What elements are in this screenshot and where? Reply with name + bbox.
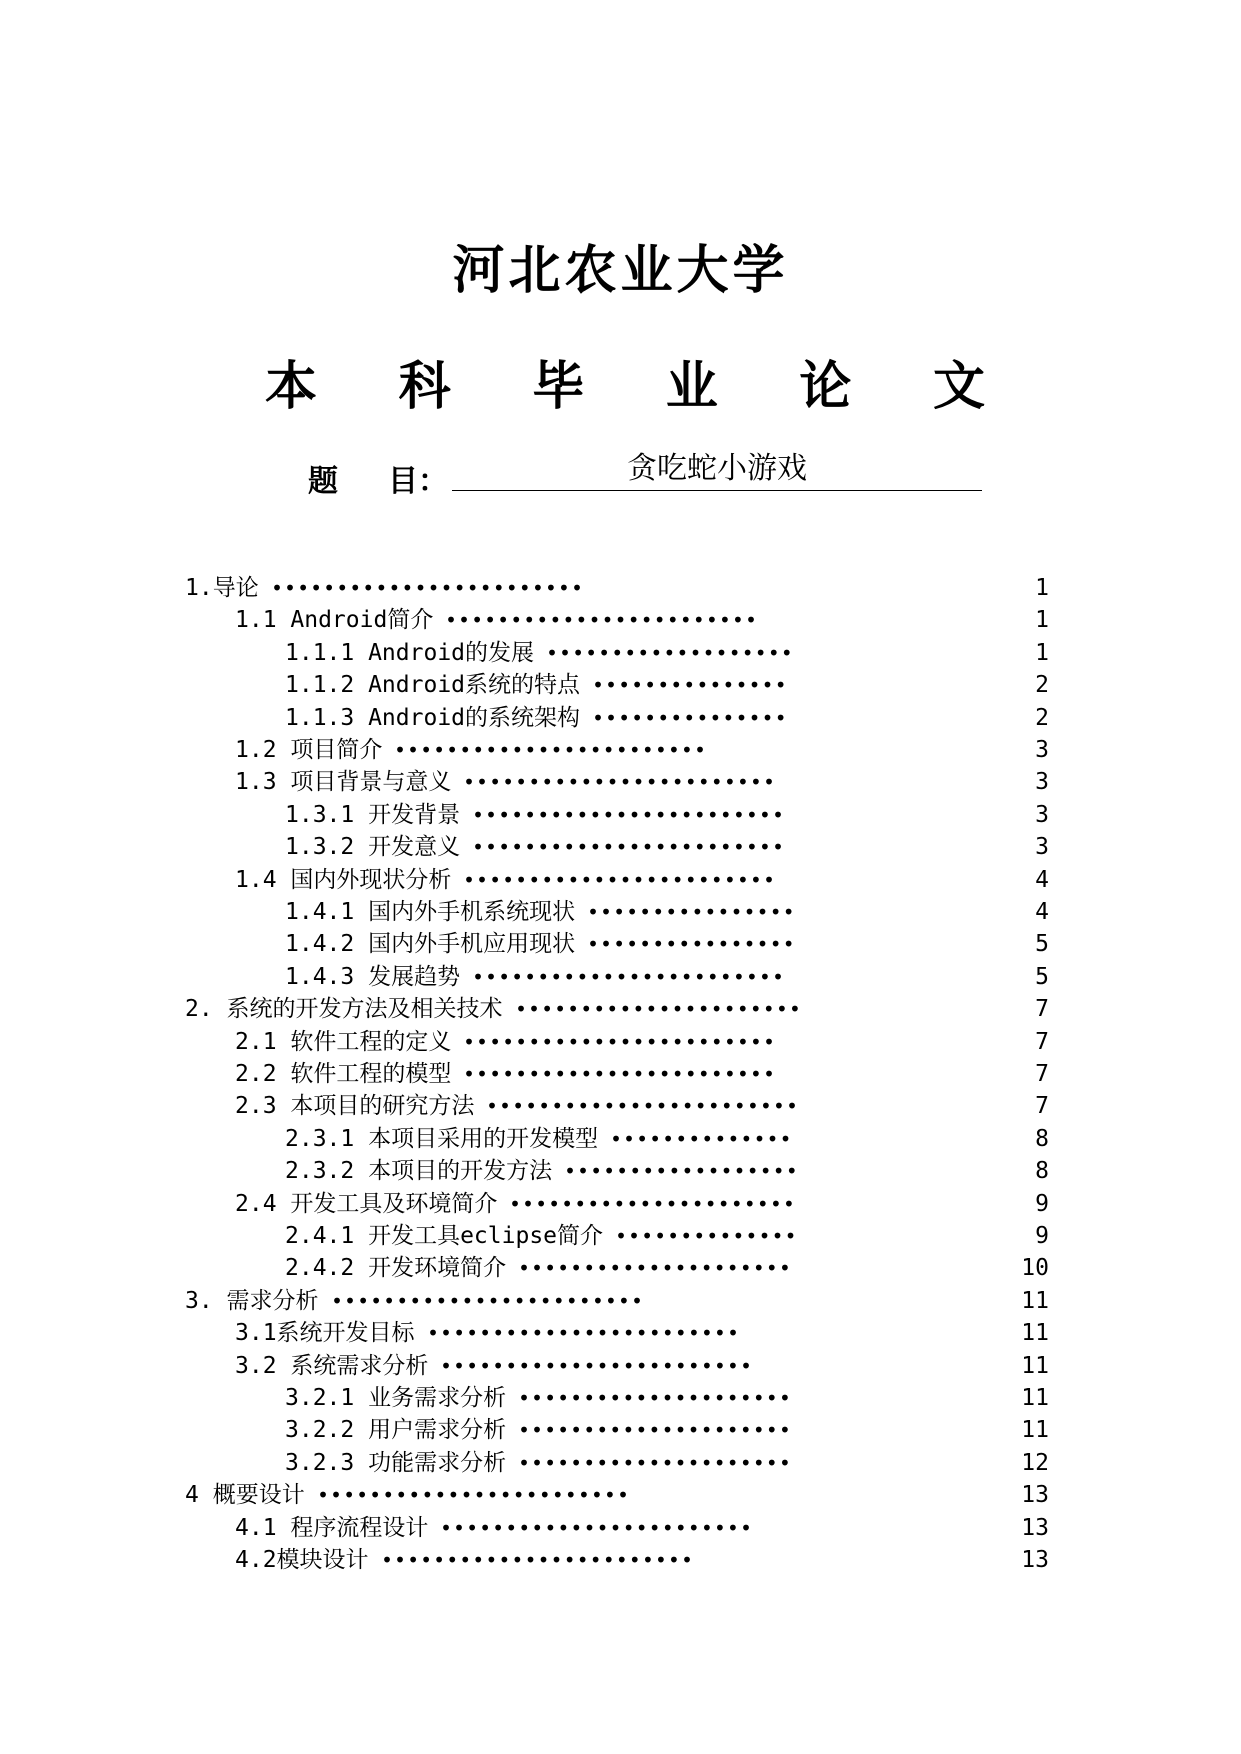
toc-entry-page: 11: [1021, 1352, 1049, 1379]
toc-entry-page: 7: [1035, 1061, 1049, 1087]
toc-dot-leader: ••••••••••••••: [610, 1126, 793, 1151]
toc-entry-page: 1: [1035, 639, 1049, 666]
toc-entry[interactable]: [0, 1382, 1241, 1414]
toc-dot-leader: ••••••••••••••••••••••••: [463, 770, 776, 795]
toc-entry[interactable]: [0, 702, 1241, 734]
toc-entry-page: 5: [1035, 931, 1049, 958]
toc-entry[interactable]: [0, 1188, 1241, 1220]
topic-label-char: 题: [308, 464, 338, 499]
toc-dot-leader: •••••••••••••••••••••: [518, 1256, 792, 1281]
toc-entry-label: 2.3.2 本项目的开发方法: [285, 1158, 553, 1185]
toc-entry-label: 1.4.3 发展趋势: [285, 963, 461, 990]
toc-dot-leader: ••••••••••••••••••••••••: [472, 835, 785, 860]
toc-dot-leader: ••••••••••••••••••••••: [509, 1191, 796, 1216]
toc-entry-label: 1.1.2 Android系统的特点: [285, 672, 581, 699]
toc-entry[interactable]: [0, 1317, 1241, 1349]
toc-entry-page: 13: [1021, 1547, 1049, 1573]
topic-label-char: 目：: [388, 464, 448, 499]
toc-dot-leader: ••••••••••••••••: [587, 900, 796, 924]
toc-entry-page: 11: [1021, 1417, 1049, 1444]
toc-dot-leader: ••••••••••••••••: [587, 932, 796, 957]
toc-entry-label: 4 概要设计: [185, 1482, 305, 1509]
toc-entry-label: 1.3.2 开发意义: [285, 834, 461, 861]
toc-entry-label: 3. 需求分析: [185, 1287, 319, 1314]
toc-entry-page: 13: [1021, 1482, 1049, 1509]
toc-entry[interactable]: [0, 1512, 1241, 1544]
toc-dot-leader: •••••••••••••••••••: [546, 640, 794, 665]
toc-entry-label: 2.4.1 开发工具eclipse简介: [285, 1223, 604, 1249]
toc-entry-label: 1.4.1 国内外手机系统现状: [285, 899, 576, 925]
toc-dot-leader: ••••••••••••••••••••••••: [394, 738, 707, 762]
toc-entry-label: 1.3 项目背景与意义: [235, 769, 452, 796]
thesis-char: 科: [398, 357, 451, 417]
toc-entry-page: 4: [1035, 899, 1049, 925]
toc-entry[interactable]: [0, 637, 1241, 669]
toc-entry[interactable]: [0, 961, 1241, 993]
thesis-type-title: [265, 344, 985, 419]
toc-entry[interactable]: [0, 1479, 1241, 1511]
toc-dot-leader: ••••••••••••••••••••••••: [472, 964, 785, 989]
toc-entry-page: 7: [1035, 1093, 1049, 1120]
toc-entry-label: 3.2.3 功能需求分析: [285, 1449, 507, 1476]
toc-dot-leader: •••••••••••••••••••••: [518, 1418, 792, 1443]
toc-entry-label: 1.4 国内外现状分析: [235, 866, 452, 893]
toc-entry[interactable]: [0, 604, 1241, 636]
toc-entry-label: 1.1 Android简介: [235, 607, 434, 634]
toc-entry-page: 7: [1035, 996, 1049, 1023]
toc-entry-page: 2: [1035, 704, 1049, 731]
toc-dot-leader: ••••••••••••••••••••••••: [463, 1029, 776, 1054]
toc-dot-leader: •••••••••••••••••••••: [518, 1386, 792, 1410]
toc-entry-label: 2.4.2 开发环境简介: [285, 1255, 507, 1282]
toc-entry[interactable]: [0, 864, 1241, 896]
toc-entry-label: 1.1.1 Android的发展: [285, 639, 535, 666]
toc-entry[interactable]: [0, 1090, 1241, 1122]
toc-entry[interactable]: [0, 1414, 1241, 1446]
thesis-char: 论: [799, 357, 852, 417]
toc-dot-leader: ••••••••••••••••••••••: [515, 997, 802, 1022]
toc-entry-page: 13: [1021, 1514, 1049, 1541]
toc-entry-label: 2.1 软件工程的定义: [235, 1028, 452, 1055]
toc-entry-label: 3.2 系统需求分析: [235, 1352, 429, 1379]
toc-entry[interactable]: [0, 1252, 1241, 1284]
toc-entry[interactable]: [0, 1026, 1241, 1058]
toc-dot-leader: ••••••••••••••: [615, 1224, 798, 1248]
toc-entry-label: 4.1 程序流程设计: [235, 1514, 429, 1541]
toc-entry-label: 2.4 开发工具及环境简介: [235, 1190, 498, 1217]
toc-entry-page: 9: [1035, 1190, 1049, 1217]
toc-entry[interactable]: [0, 669, 1241, 701]
toc-entry[interactable]: [0, 1447, 1241, 1479]
toc-dot-leader: ••••••••••••••••••••••••: [440, 1353, 753, 1378]
thesis-char: 文: [932, 357, 985, 417]
toc-dot-leader: ••••••••••••••••••••••••: [472, 802, 785, 827]
toc-entry[interactable]: [0, 831, 1241, 863]
toc-entry-page: 3: [1035, 834, 1049, 861]
toc-dot-leader: ••••••••••••••••••••••••: [381, 1548, 694, 1572]
toc-entry[interactable]: [0, 1123, 1241, 1155]
toc-entry-label: 2.3 本项目的研究方法: [235, 1093, 475, 1120]
toc-dot-leader: ••••••••••••••••••••••••: [463, 867, 776, 892]
thesis-char: 业: [665, 357, 718, 417]
toc-dot-leader: ••••••••••••••••••••••••: [440, 1515, 753, 1540]
toc-entry-page: 3: [1035, 737, 1049, 763]
toc-entry-page: 3: [1035, 769, 1049, 796]
toc-entry-page: 1: [1035, 607, 1049, 634]
toc-entry-label: 3.2.2 用户需求分析: [285, 1417, 507, 1444]
toc-entry-label: 4.2模块设计: [235, 1547, 369, 1573]
toc-dot-leader: ••••••••••••••••••••••••: [331, 1288, 644, 1313]
university-title: 河北农业大学: [452, 241, 789, 301]
toc-dot-leader: ••••••••••••••••••••••••: [463, 1062, 776, 1086]
toc-dot-leader: ••••••••••••••••••••••••: [486, 1094, 799, 1119]
toc-entry-label: 3.2.1 业务需求分析: [285, 1385, 507, 1411]
toc-entry-label: 1.4.2 国内外手机应用现状: [285, 931, 576, 958]
toc-entry-label: 3.1系统开发目标: [235, 1320, 415, 1347]
toc-dot-leader: ••••••••••••••••••••••••: [427, 1321, 740, 1346]
toc-entry-label: 1.2 项目简介: [235, 737, 383, 763]
thesis-char: 毕: [532, 357, 585, 417]
toc-entry[interactable]: [0, 1220, 1241, 1252]
toc-entry-page: 8: [1035, 1158, 1049, 1185]
toc-entry[interactable]: [0, 766, 1241, 798]
toc-dot-leader: ••••••••••••••••••••••••: [317, 1483, 630, 1508]
toc-entry[interactable]: [0, 1285, 1241, 1317]
toc-entry-page: 5: [1035, 963, 1049, 990]
toc-entry-page: 7: [1035, 1028, 1049, 1055]
toc-entry-label: 2. 系统的开发方法及相关技术: [185, 996, 503, 1023]
toc-dot-leader: •••••••••••••••: [592, 673, 788, 698]
thesis-char: 本: [265, 357, 318, 417]
toc-entry-page: 12: [1021, 1449, 1049, 1476]
toc-entry[interactable]: [0, 572, 1241, 604]
toc-entry-page: 11: [1021, 1385, 1049, 1411]
toc-entry[interactable]: [0, 1350, 1241, 1382]
toc-entry[interactable]: [0, 799, 1241, 831]
toc-entry[interactable]: [0, 928, 1241, 960]
toc-entry[interactable]: [0, 1155, 1241, 1187]
toc-dot-leader: •••••••••••••••••••••: [518, 1450, 792, 1475]
toc-entry[interactable]: [0, 1544, 1241, 1576]
toc-entry-page: 11: [1021, 1287, 1049, 1314]
toc-entry-page: 8: [1035, 1125, 1049, 1152]
toc-entry-label: 1.1.3 Android的系统架构: [285, 704, 581, 731]
toc-entry-label: 2.3.1 本项目采用的开发模型: [285, 1125, 599, 1152]
toc-dot-leader: •••••••••••••••: [592, 705, 788, 730]
toc-entry[interactable]: [0, 1058, 1241, 1090]
toc-entry-label: 1.3.1 开发背景: [285, 801, 461, 828]
toc-entry-page: 3: [1035, 801, 1049, 828]
toc-entry-page: 4: [1035, 866, 1049, 893]
topic-label: [308, 456, 448, 500]
toc-entry[interactable]: [0, 896, 1241, 928]
topic-value: 贪吃蛇小游戏: [452, 448, 982, 491]
toc-entry-label: 2.2 软件工程的模型: [235, 1061, 452, 1087]
toc-entry[interactable]: [0, 993, 1241, 1025]
toc-entry-page: 2: [1035, 672, 1049, 699]
toc-dot-leader: ••••••••••••••••••: [564, 1159, 799, 1184]
toc-dot-leader: ••••••••••••••••••••••••: [271, 576, 584, 600]
toc-entry-page: 10: [1021, 1255, 1049, 1282]
toc-dot-leader: ••••••••••••••••••••••••: [445, 608, 758, 633]
toc-entry[interactable]: [0, 734, 1241, 766]
toc-entry-page: 1: [1035, 575, 1049, 601]
toc-entry-page: 11: [1021, 1320, 1049, 1347]
toc-entry-label: 1.导论: [185, 575, 259, 601]
toc-entry-page: 9: [1035, 1223, 1049, 1249]
